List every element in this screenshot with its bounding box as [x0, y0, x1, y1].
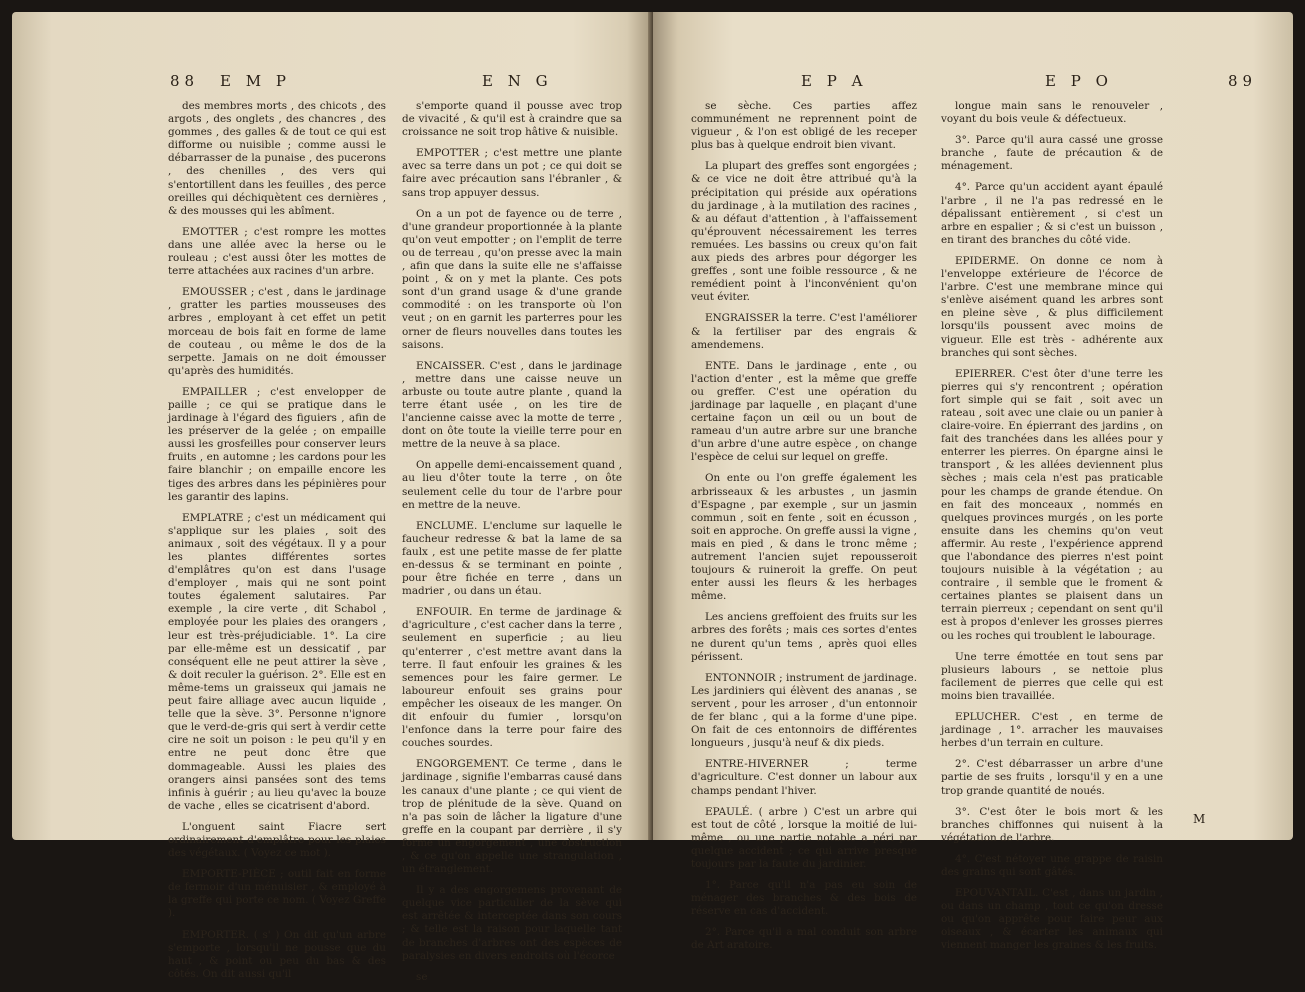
paragraph: Il y a des engorgemens provenant de quelque vice particulier de la sève qui est arrêtée & interceptée dans son cours ; & telle est la raison pour laquelle tant de branches d'arbres ont des espèces de paralysies en divers endroits où l'écorce — [402, 884, 622, 962]
paragraph: se — [416, 970, 428, 983]
running-head-right: E N G — [482, 72, 553, 90]
paragraph: ENCLUME. L'enclume sur laquelle le faucheur redresse & bat la lame de sa faulx , est une petite masse de fer platte en-dessus & se terminant en pointe , pour être fichée en terre , dans un madrier , ou dans un étau. — [402, 519, 622, 598]
paragraph: EPLUCHER. C'est , en terme de jardinage , 1°. arracher les mauvaises herbes d'un terrain en culture. — [941, 711, 1163, 750]
paragraph: 1°. Parce qu'il n'a pas eu soin de ménager des branches & des bois de réserve en cas d'accident. — [691, 879, 917, 918]
paragraph: EPOUVANTAIL. C'est , dans un jardin , ou dans un champ , tout ce qu'on dresse ou qu'on apprête pour faire peur aux oiseaux , & écarter les animaux qui viennent manger les graines & les fruits. — [941, 887, 1163, 952]
left-page-column-2 — [402, 100, 622, 992]
paragraph: EMPOTTER ; c'est mettre une plante avec sa terre dans un pot ; ce qui doit se faire avec précaution sans l'ébranler , & sans trop appuyer dessus. — [402, 147, 622, 199]
paragraph: EMOUSSER ; c'est , dans le jardinage , gratter les parties mousseuses des arbres , employant à cet effet un petit morceau de bois fait en forme de lame de couteau , ou même le dos de la serpette. Jamais on ne doit émousser qu'après des humidités. — [168, 286, 386, 377]
paragraph: s'emporte quand il pousse avec trop de vivacité , & qu'il est à craindre que sa croissance ne soit trop hâtive & nuisible. — [402, 100, 622, 139]
left-page — [12, 12, 652, 983]
paragraph: 2°. Parce qu'il a mal conduit son arbre de Art aratoire. — [691, 926, 917, 952]
book-spread — [12, 12, 1293, 983]
paragraph: ENTRE-HIVERNER ; terme d'agriculture. C'est donner un labour aux champs pendant l'hiver. — [691, 758, 917, 797]
paragraph: EMPORTE-PIÈCE ; outil fait en forme de fermoir d'un ménuisier , & employé à la greffe qui porte ce nom. ( Voyez Greffe ). — [168, 868, 386, 920]
paragraph: des membres morts , des chicots , des argots , des onglets , des chancres , des gommes , des galles & de tout ce qui est difforme ou nuisible ; comme aussi le débarrasser de la punaise , des pucerons , des chenilles , des vers qui s'entortillent dans les feuilles , des perce oreilles qui déchiquètent ces dernières , & des mousses qui les abîment. — [168, 100, 386, 217]
page-number-right: 89 — [1228, 72, 1258, 90]
paragraph: Les anciens greffoient des fruits sur les arbres des forêts ; mais ces sortes d'entes ne durent qu'un tems , après quoi elles périssent. — [691, 611, 917, 663]
paragraph: EMPLATRE ; c'est un médicament qui s'applique sur les plaies , soit des animaux , soit des végétaux. Il y a pour les plantes différentes sortes d'emplâtres qu'on est dans l'usage d'employer , mais qui ne sont point toutes également salutaires. Par exemple , la cire verte , dit Schabol , employée pour les plaies des orangers , leur est très-préjudiciable. 1°. La cire par elle-même est un dessicatif , par conséquent elle ne peut attirer la sève , & doit reculer la guérison. 2°. Elle est en même-tems un graisseux qui jamais ne peut faire alliage avec aucun liquide , telle que la sève. 3°. Personne n'ignore que le verd-de-gris qui sert à verdir cette cire ne soit un poison : le peu qu'il y en entre ne peut donc être que dommageable. Aussi les plaies des orangers ainsi pansées sont des tems infinis à guérir ; au lieu qu'avec la bouze de vache , elles se cicatrisent d'abord. — [168, 511, 386, 812]
paragraph: L'onguent saint Fiacre sert ordinairement d'emplâtre pour les plaies des végétaux. ( Voyez ce mot ). — [168, 820, 386, 860]
paragraph: On a un pot de fayence ou de terre , d'une grandeur proportionnée à la plante qu'on veut empotter ; on l'emplit de terre ou de terreau , qu'on presse avec la main , afin que dans la suite elle ne s'affaisse point , & on y met la plante. Ces pots sont d'un grand usage & d'une grande commodité : on les transporte où l'on veut ; on en garnit les parterres pour les orner de fleurs nouvelles dans toutes les saisons. — [402, 207, 622, 351]
paragraph: Une terre émottée en tout sens par plusieurs labours , se nettoie plus facilement de pierres que celle qui est moins bien travaillée. — [941, 650, 1163, 702]
running-head-left-right-page: E P A — [801, 72, 868, 90]
right-page-column-2 — [941, 100, 1163, 961]
paragraph: On ente ou l'on greffe également les arbrisseaux & les arbustes , un jasmin d'Espagne , par exemple , sur un jasmin commun , soit en fente , soit en écusson , soit en approche. On greffe aussi la vigne , mais en pied , & dans le tronc même ; autrement l'ancien sujet repousseroit toujours & ruineroit la greffe. On peut enter aussi les fleurs & les herbages même. — [691, 472, 917, 603]
paragraph: ENCAISSER. C'est , dans le jardinage , mettre dans une caisse neuve un arbuste ou toute autre plante , quand la terre étant usée , on les tire de l'ancienne caisse avec la motte de terre , dont on ôte toute la vieille terre pour en mettre de la neuve à sa place. — [402, 359, 622, 451]
right-page — [653, 12, 1293, 952]
running-head-left: E M P — [220, 72, 291, 90]
paragraph: se sèche. Ces parties affez communément ne reprennent point de vigueur , & l'on est obligé de les receper plus bas à quelque endroit bien vivant. — [691, 100, 917, 152]
paragraph: 4°. Parce qu'un accident ayant épaulé l'arbre , il ne l'a pas redressé en le dépalissant entièrement , si c'est un arbre en espalier ; & si c'est un buisson , en tirant des branches du côté vide. — [941, 181, 1163, 246]
paragraph: 4°. C'est nétoyer une grappe de raisin des grains qui sont gâtés. — [941, 852, 1163, 878]
paragraph: ENTE. Dans le jardinage , ente , ou l'action d'enter , est la même que greffe ou greffer. C'est une opération du jardinage par laquelle , en plaçant d'une certaine façon un œil ou un bout de rameau d'un autre arbre sur une branche d'un arbre d'une autre espèce , on change l'espèce de celui sur lequel on greffe. — [691, 359, 917, 464]
paragraph: On appelle demi-encaissement quand , au lieu d'ôter toute la terre , on ôte seulement celle du tour de l'arbre pour en mettre de la neuve. — [402, 459, 622, 511]
paragraph: ENTONNOIR ; instrument de jardinage. Les jardiniers qui élèvent des ananas , se servent , pour les arroser , d'un entonnoir de fer blanc , qui a la forme d'une pipe. On fait de ces entonnoirs de différentes longueurs , jusqu'à neuf & dix pieds. — [691, 671, 917, 750]
paragraph: ENFOUIR. En terme de jardinage & d'agriculture , c'est cacher dans la terre , seulement en superficie ; au lieu qu'enterrer , c'est mettre avant dans la terre. Il faut enfouir les graines & les semences pour les faire germer. Le laboureur enfouit ses grains pour empêcher les oiseaux de les manger. On dit enfouir du fumier , lorsqu'on l'enfonce dans la terre pour faire des couches sourdes. — [402, 606, 622, 750]
paragraph: EMPORTER. ( s' ) On dit qu'un arbre s'emporte , lorsqu'il ne pousse que du haut , & point ou peu du bas & des côtés. On dit aussi qu'il — [168, 928, 386, 980]
paragraph: 3°. Parce qu'il aura cassé une grosse branche , faute de précaution & de ménagement. — [941, 134, 1163, 173]
paragraph: La plupart des greffes sont engorgées ; & ce vice ne doit être attribué qu'à la précipitation qui préside aux opérations du jardinage , à la mutilation des racines , & au défaut d'attention , à l'affaissement qu'éprouvent nécessairement les terres remuées. Les bassins ou creux qu'on fait aux pieds des arbres pour dégorger les greffes , sont une foible ressource , & ne remédient point à l'inconvénient qu'on veut éviter. — [691, 160, 917, 304]
running-head-right-right-page: E P O — [1045, 72, 1113, 90]
left-page-column-1 — [168, 100, 386, 989]
page-number-left: 88 — [170, 72, 200, 90]
paragraph: 2°. C'est débarrasser un arbre d'une partie de ses fruits , lorsqu'il y en a une trop grande quantité de noués. — [941, 758, 1163, 797]
signature-mark: M — [1193, 812, 1208, 826]
paragraph: EMOTTER ; c'est rompre les mottes dans une allée avec la herse ou le rouleau ; c'est aussi ôter les mottes de terre attachées aux racines d'un arbre. — [168, 225, 386, 278]
paragraph: EPIERRER. C'est ôter d'une terre les pierres qui s'y rencontrent ; opération fort simple qui se fait , soit avec un rateau , soit avec une claie ou un panier à claire-voire. En épierrant des jardins , on fait des tranchées dans les allées pour y enterrer les pierres. On épargne ainsi le transport , & les allées deviennent plus sèches ; mais cela n'est pas praticable pour les champs de grande étendue. On en fait des monceaux , nommés en quelques provinces murgés , on les porte ensuite dans les chemins qu'on veut affermir. Au reste , l'expérience apprend que l'abondance des pierres n'est point toujours nuisible à la végétation ; au contraire , il semble que le froment & certaines plantes se plaisent dans un terrain pierreux ; cependant on sent qu'il est à propos d'enlever les grosses pierres ou les roches qui troublent le labourage. — [941, 367, 1163, 642]
paragraph: EMPAILLER ; c'est envelopper de paille ; ce qui se pratique dans le jardinage à l'égard des figuiers , afin de les préserver de la gelée ; on empaille aussi les grosfeilles pour conserver leurs fruits , en automne ; les cardons pour les faire blanchir ; on empaille encore les tiges des arbres dans les pépinières pour les garantir des lapins. — [168, 385, 386, 503]
paragraph: ENGRAISSER la terre. C'est l'améliorer & la fertiliser par des engrais & amendemens. — [691, 312, 917, 351]
paragraph: longue main sans le renouveler , voyant du bois veule & défectueux. — [941, 100, 1163, 126]
paragraph: EPIDERME. On donne ce nom à l'enveloppe extérieure de l'écorce de l'arbre. C'est une membrane mince qui s'enlève aisément quand les arbres sont en pleine sève , & plus difficilement lorsqu'ils poussent avec moins de vigueur. Elle est très - adhérente aux branches qui sont sèches. — [941, 254, 1163, 359]
right-page-column-1 — [691, 100, 917, 961]
paragraph: EPAULÉ. ( arbre ) C'est un arbre qui est tout de côté , lorsque la moitié de lui-même , ou une partie notable a péri par quelque accident ; ce qui arrive presque toujours par la faute du jardinier. — [691, 805, 917, 870]
paragraph: ENGORGEMENT. Ce terme , dans le jardinage , signifie l'embarras causé dans les canaux d'une plante ; ce qui vient de trop de plénitude de la sève. Quand on n'a pas soin de lâcher la ligature d'une greffe en la coupant par derrière , il s'y forme un engorgement , une obstruction , & ce qu'on appelle une strangulation , un étranglement. — [402, 758, 622, 876]
paragraph: 3°. C'est ôter le bois mort & les branches chiffonnes qui nuisent à la végétation de l'arbre. — [941, 805, 1163, 844]
